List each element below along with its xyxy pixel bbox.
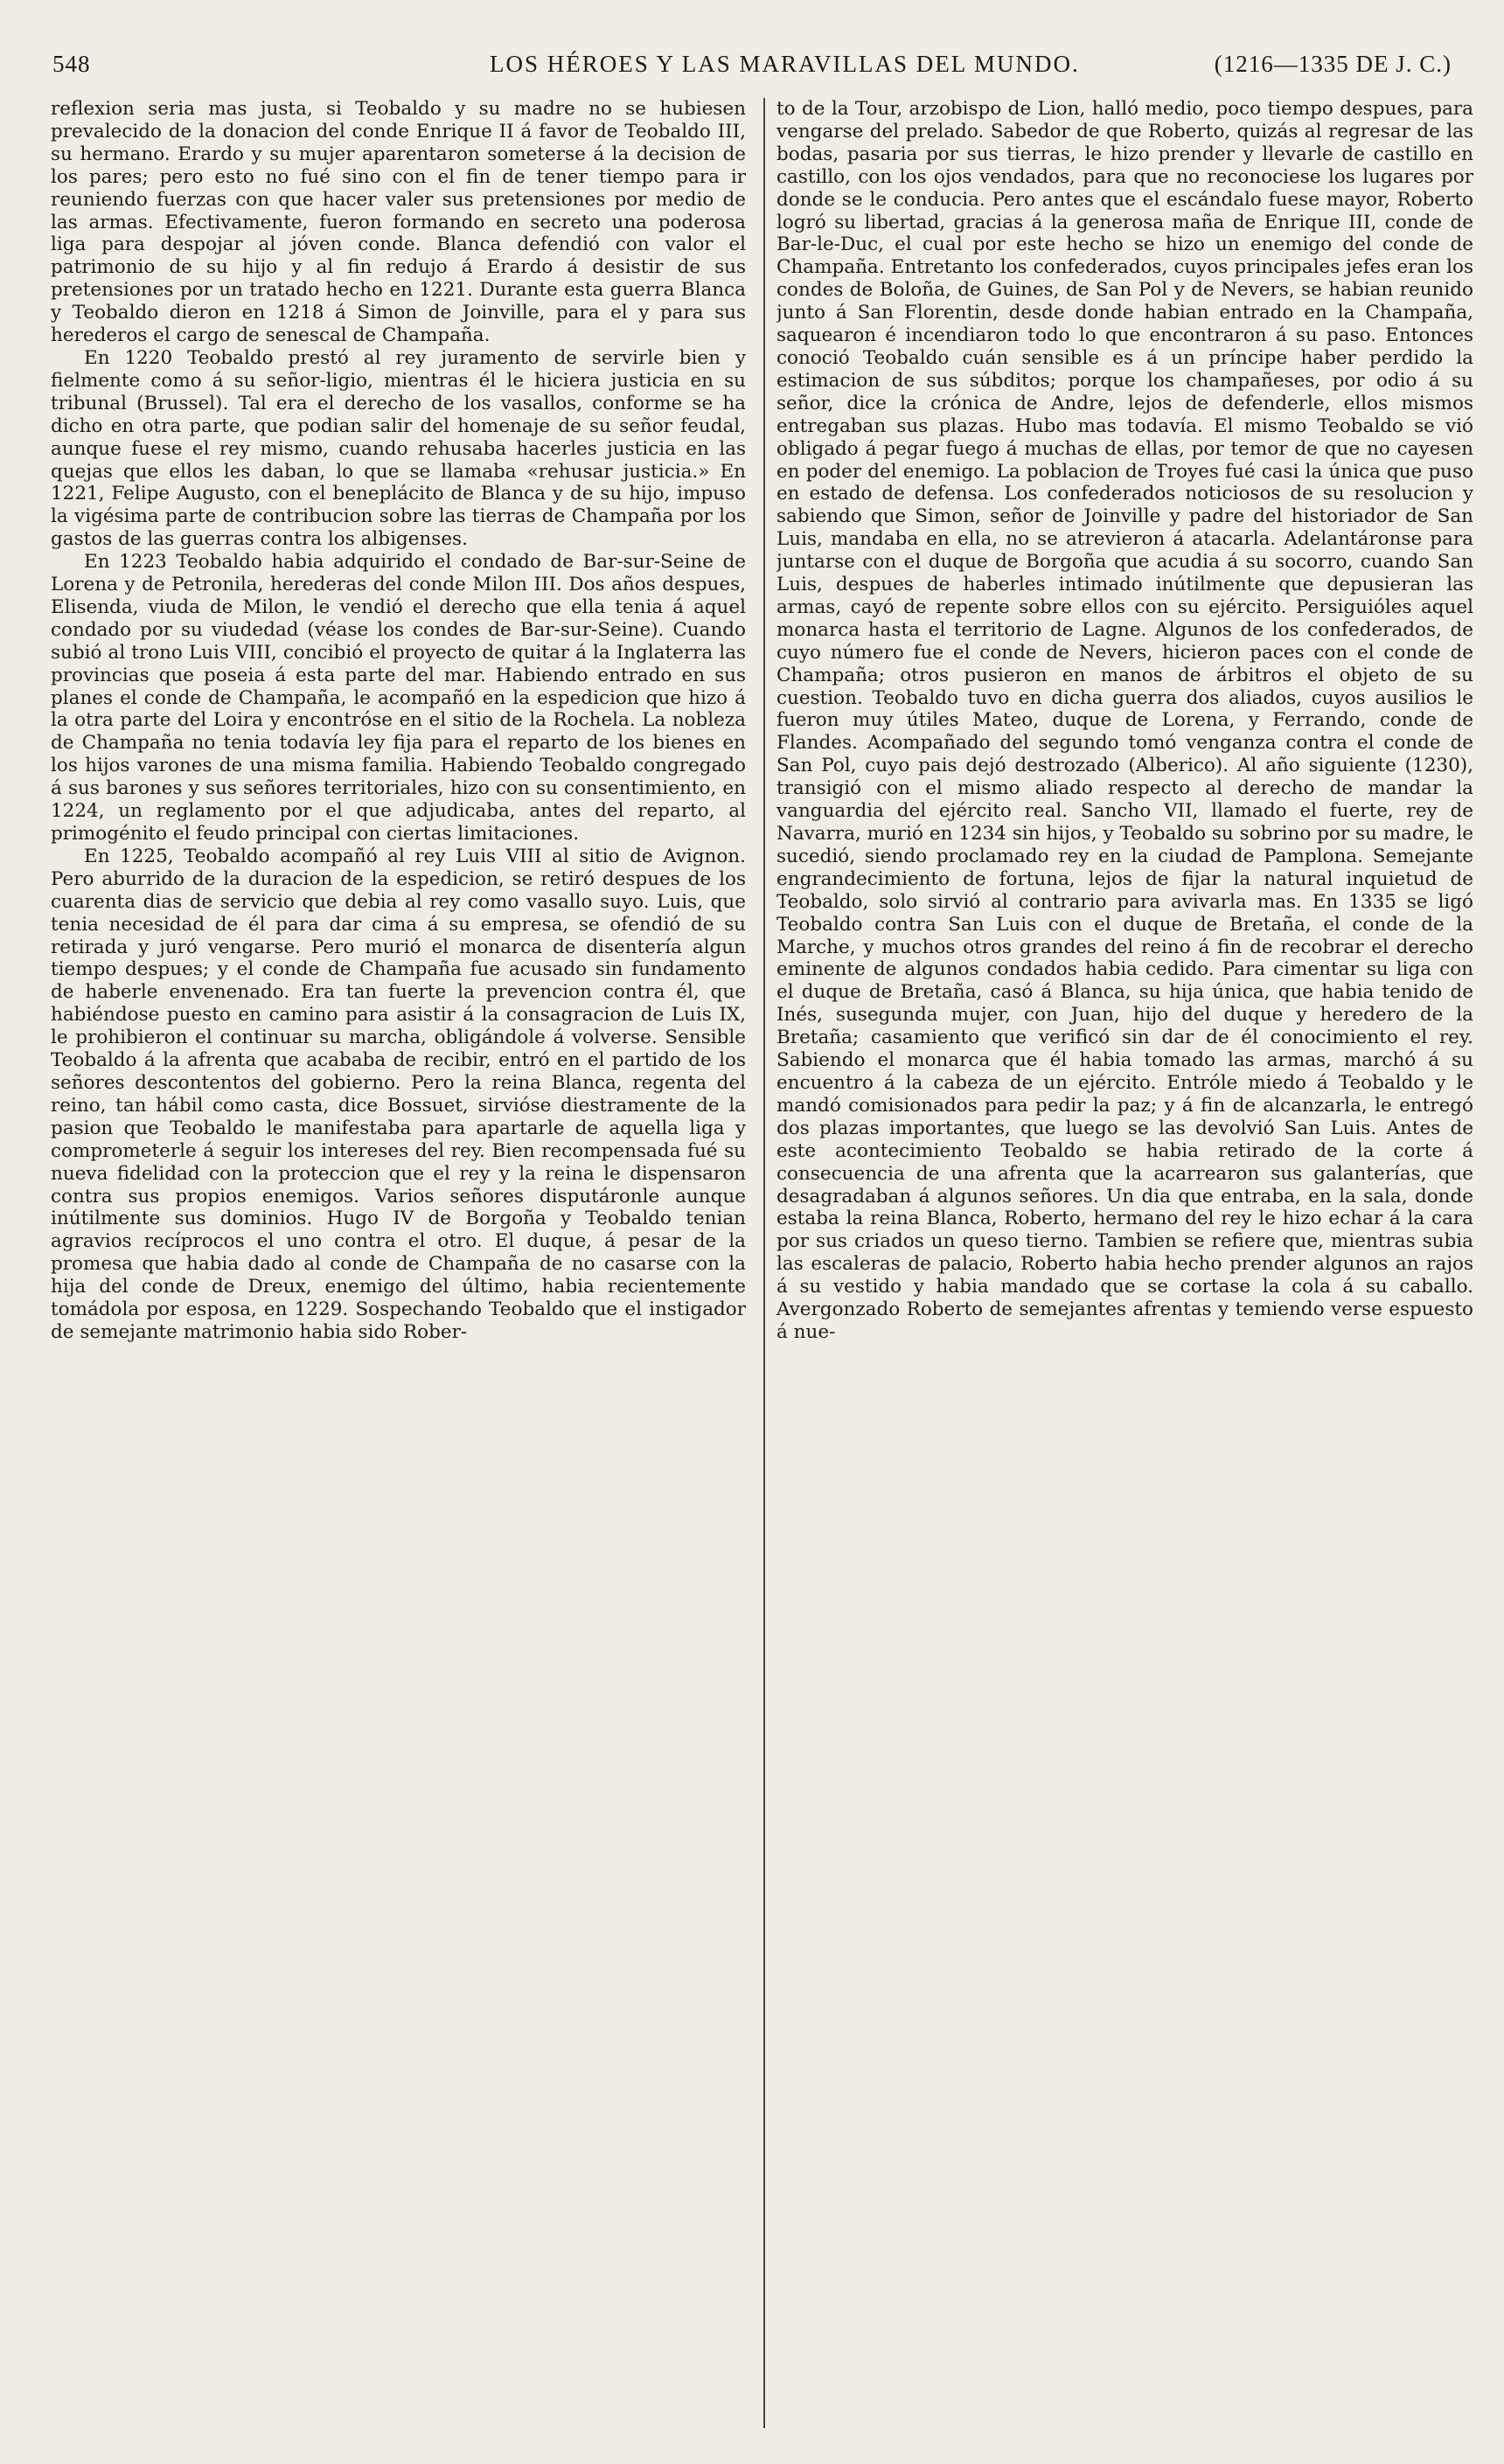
left-column — [51, 98, 746, 2441]
page-header — [52, 51, 1452, 86]
page-number: 548 — [52, 51, 91, 77]
date-range: (1216—1335 DE J. C.) — [1214, 51, 1452, 77]
column-divider — [763, 98, 765, 2428]
paragraph: En 1220 Teobaldo prestó al rey juramento de servirle bien y fielmente como á su señor-ligio, mientras él le hiciera justicia en su tribunal (Brussel). Tal era el derecho de los vasallos, conforme se ha dicho en otra parte, que podian salir del homenaje de su señor feudal, aunque fuese el rey mismo, cuando rehusaba hacerles justicia en las quejas que ellos les daban, lo que se llamaba «rehusar justicia.» En 1221, Felipe Augusto, con el beneplácito de Blanca y de su hijo, impuso la vigésima parte de contribucion sobre las tierras de Champaña por los gastos de las guerras contra los albigenses. — [51, 346, 746, 551]
paragraph: to de la Tour, arzobispo de Lion, halló medio, poco tiempo despues, para vengarse del prelado. Sabedor de que Roberto, quizás al regresar de las bodas, pasaria por sus tierras, le hizo prender y llevarle de castillo en castillo, con los ojos vendados, para que no reconociese los lugares por donde se le conducia. Pero antes que el escándalo fuese mayor, Roberto logró su libertad, gracias á la generosa maña de Enrique III, conde de Bar-le-Duc, el cual por este hecho se hizo un enemigo del conde de Champaña. Entretanto los confederados, cuyos principales jefes eran los condes de Boloña, de Guines, de San Pol y de Nevers, se habian reunido junto á San Florentin, desde donde habian entrado en la Champaña, saquearon é incendiaron todo lo que encontraron á su paso. Entonces conoció Teobaldo cuán sensible es á un príncipe haber perdido la estimacion de sus súbditos; porque los champañeses, por odio á su señor, dice la crónica de Andre, lejos de defenderle, ellos mismos entregaban sus plazas. Hubo mas todavía. El mismo Teobaldo se vió obligado á pegar fuego á muchas de ellas, por temor de que no cayesen en poder del enemigo. La poblacion de Troyes fué casi la única que puso en estado de defensa. Los confederados noticiosos de su resolucion y sabiendo que Simon, señor de Joinville y padre del historiador de San Luis, mandaba en ella, no se atrevieron á atacarla. Adelantáronse para juntarse con el duque de Borgoña que acudia á su socorro, cuando San Luis, despues de haberles intimado inútilmente que depusieran las armas, cayó de repente sobre ellos con su ejército. Persiguióles aquel monarca hasta el territorio de Lagne. Algunos de los confederados, de cuyo número fue el conde de Nevers, hicieron paces con el conde de Champaña; otros pusieron en manos de árbitros el objeto de su cuestion. Teobaldo tuvo en dicha guerra dos aliados, cuyos ausilios le fueron muy útiles Mateo, duque de Lorena, y Ferrando, conde de Flandes. Acompañado del segundo tomó venganza contra el conde de San Pol, cuyo pais dejó destrozado (Alberico). Al año siguiente (1230), transigió con el mismo aliado respecto al derecho de mandar la vanguardia del ejército real. Sancho VII, llamado el fuerte, rey de Navarra, murió en 1234 sin hijos, y Teobaldo su sobrino por su madre, le sucedió, siendo proclamado rey en la ciudad de Pamplona. Semejante engrandecimiento de fortuna, lejos de fijar la natural inquietud de Teobaldo, solo sirvió al contrario para avivarla mas. En 1335 se ligó Teobaldo contra San Luis con el duque de Bretaña, el conde de la Marche, y muchos otros grandes del reino á fin de recobrar el derecho eminente de algunos condados habia cedido. Para cimentar su liga con el duque de Bretaña, casó á Blanca, su hija única, que habia tenido de Inés, susegunda mujer, con Juan, hijo del duque y heredero de la Bretaña; casamiento que verificó sin dar de él conocimiento el rey. Sabiendo el monarca que él habia tomado las armas, marchó á su encuentro á la cabeza de un ejército. Entróle miedo á Teobaldo y le mandó comisionados para pedir la paz; y á fin de alcanzarla, le entregó dos plazas importantes, que luego se las devolvió San Luis. Antes de este acontecimiento Teobaldo se habia retirado de la corte á consecuencia de una afrenta que la acarrearon sus galanterías, que desagradaban á algunos señores. Un dia que entraba, en la sala, donde estaba la reina Blanca, Roberto, hermano del rey le hizo echar á la cara por sus criados un queso tierno. Tambien se refiere que, mientras subia las escaleras de palacio, Roberto habia hecho prender algunos an rajos á su vestido y habia mandado que se cortase la cola á su caballo. Avergonzado Roberto de semejantes afrentas y temiendo verse espuesto á nue- — [776, 98, 1473, 1343]
paragraph: reflexion seria mas justa, si Teobaldo y su madre no se hubiesen prevalecido de la donacion del conde Enrique II á favor de Teobaldo III, su hermano. Erardo y su mujer aparentaron someterse á la decision de los pares; pero esto no fué sino con el fin de tener tiempo para ir reuniendo fuerzas con que hacer valer sus pretensiones por medio de las armas. Efectivamente, fueron formando en secreto una poderosa liga para despojar al jóven conde. Blanca defendió con valor el patrimonio de su hijo y al fin redujo á Erardo á desistir de sus pretensiones por un tratado hecho en 1221. Durante esta guerra Blanca y Teobaldo dieron en 1218 á Simon de Joinville, para el y para sus herederos el cargo de senescal de Champaña. — [51, 98, 746, 347]
paragraph: En 1225, Teobaldo acompañó al rey Luis VIII al sitio de Avignon. Pero aburrido de la duracion de la espedicion, se retiró despues de los cuarenta dias de servicio que debia al rey como vasallo suyo. Luis, que tenia necesidad de él para dar cima á su empresa, se ofendió de su retirada y juró vengarse. Pero murió el monarca de disentería algun tiempo despues; y el conde de Champaña fue acusado sin fundamento de haberle envenenado. Era tan fuerte la prevencion contra él, que habiéndose puesto en camino para asistir á la consagracion de Luis IX, le prohibieron el continuar su marcha, obligándole á volverse. Sensible Teobaldo á la afrenta que acababa de recibir, entró en el partido de los señores descontentos del gobierno. Pero la reina Blanca, regenta del reino, tan hábil como casta, dice Bossuet, sirvióse diestramente de la pasion que Teobaldo le manifestaba para apartarle de aquella liga y comprometerle á seguir los intereses del rey. Bien recompensada fué su nueva fidelidad con la proteccion que el rey y la reina le dispensaron contra sus propios enemigos. Varios señores disputáronle aunque inútilmente sus dominios. Hugo IV de Borgoña y Teobaldo tenian agravios recíprocos el uno contra el otro. El duque, á pesar de la promesa que habia dado al conde de Champaña de no casarse con la hija del conde de Dreux, enemigo del último, habia recientemente tomádola por esposa, en 1229. Sospechando Teobaldo que el instigador de semejante matrimonio habia sido Rober- — [51, 845, 746, 1343]
running-title: LOS HÉROES Y LAS MARAVILLAS DEL MUNDO. — [490, 51, 1080, 77]
paragraph: En 1223 Teobaldo habia adquirido el condado de Bar-sur-Seine de Lorena y de Petronila, herederas del conde Milon III. Dos años despues, Elisenda, viuda de Milon, le vendió el derecho que ella tenia á aquel condado por su viudedad (véase los condes de Bar-sur-Seine). Cuando subió al trono Luis VIII, concibió el proyecto de quitar á la Inglaterra las provincias que poseia á esta parte del mar. Habiendo entrado en sus planes el conde de Champaña, le acompañó en la espedicion que hizo á la otra parte del Loira y encontróse en el sitio de la Rochela. La nobleza de Champaña no tenia todavía ley fija para el reparto de los bienes en los hijos varones de una misma familia. Habiendo Teobaldo congregado á sus barones y sus señores territoriales, hizo con su consentimiento, en 1224, un reglamento por el que adjudicaba, antes del reparto, al primogénito el feudo principal con ciertas limitaciones. — [51, 551, 746, 845]
right-column — [776, 98, 1473, 2441]
